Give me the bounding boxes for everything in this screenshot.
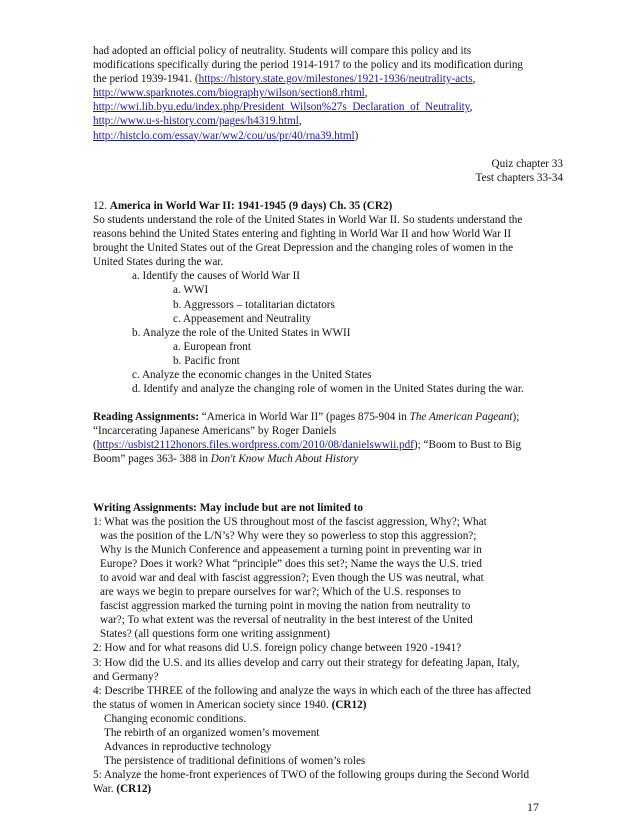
quiz-label: Quiz chapter 33 bbox=[491, 157, 563, 170]
outline-subitem: c. Appeasement and Neutrality bbox=[173, 312, 311, 325]
page-content bbox=[93, 44, 563, 797]
question-line: Europe? Does it work? What “principle” does this set?; Name the ways the U.S. tried bbox=[100, 557, 482, 570]
intro-line bbox=[93, 86, 563, 100]
outline-item: b. Analyze the role of the United States in WWII bbox=[132, 326, 351, 339]
book-title: Don't Know Much About History bbox=[210, 453, 359, 466]
intro-line bbox=[93, 100, 563, 114]
spacer bbox=[93, 487, 563, 501]
link-daniels-pdf[interactable]: https://usbist2112honors.files.wordpress.com/2010/08/danielswwii.pdf bbox=[96, 439, 414, 452]
page-number: 17 bbox=[527, 800, 539, 814]
punctuation: ) bbox=[354, 129, 359, 142]
list-item: The persistence of traditional definitions of women’s roles bbox=[104, 755, 366, 768]
outline-item: d. Identify and analyze the changing role of women in the United States during the war. bbox=[132, 383, 524, 396]
reading-text: “America in World War II” (pages 875-904 in bbox=[199, 411, 410, 424]
question-line: 4: Describe THREE of the following and analyze the ways in which each of the three has affected bbox=[93, 684, 531, 697]
writing-heading bbox=[93, 501, 563, 515]
intro-line: modifications specifically during the period 1914-1917 to the policy and its modification during bbox=[93, 59, 524, 72]
intro-line: had adopted an official policy of neutrality. Students will compare this policy and its bbox=[93, 45, 472, 57]
unit-desc-line: So students understand the role of the United States in World War II. So students understand the bbox=[93, 213, 523, 226]
question-line bbox=[93, 782, 563, 796]
outline-item: a. Identify the causes of World War II bbox=[132, 270, 301, 283]
punctuation: , bbox=[469, 101, 473, 114]
question-line: are ways we begin to prepare ourselves for war?; Which of the U.S. responses to bbox=[100, 586, 461, 599]
unit-desc-line: reasons behind the United States entering and fighting in World War II and how World War II bbox=[93, 228, 512, 241]
question-line: States? (all questions form one writing assignment) bbox=[100, 628, 330, 641]
question-line: and Germany? bbox=[93, 670, 159, 683]
unit-section bbox=[93, 199, 563, 396]
punctuation: , bbox=[472, 73, 476, 86]
cr-tag: (CR12) bbox=[116, 783, 152, 796]
unit-heading bbox=[93, 199, 563, 213]
punctuation: , bbox=[364, 87, 368, 100]
question-line: fascist aggression marked the turning point in moving the nation from neutrality to bbox=[100, 600, 471, 613]
intro-line bbox=[93, 129, 563, 143]
question-line: 3: How did the U.S. and its allies develop and carry out their strategy for defeating Japan, Italy, bbox=[93, 656, 520, 669]
reading-assignments bbox=[93, 410, 563, 466]
link-neutrality-acts[interactable]: https://history.state.gov/milestones/1921-1936/neutrality-acts bbox=[198, 73, 473, 86]
question-line: war?; To what extent was the reversal of neutrality in the best interest of the United bbox=[100, 614, 473, 627]
intro-text: the period 1939-1941. ( bbox=[93, 73, 199, 86]
punctuation: , bbox=[298, 115, 302, 128]
list-item: Advances in reproductive technology bbox=[104, 741, 272, 754]
reading-text: ); bbox=[512, 411, 520, 424]
spacer bbox=[93, 185, 563, 199]
link-us-history[interactable]: http://www.u-s-history.com/pages/h4319.html bbox=[93, 115, 299, 128]
unit-title: America in World War II: 1941-1945 (9 days) Ch. 35 (CR2) bbox=[109, 199, 393, 212]
list-item: Changing economic conditions. bbox=[104, 712, 246, 725]
outline-subitem: b. Pacific front bbox=[173, 354, 240, 367]
question-text: the status of women in American society since 1940. bbox=[93, 698, 332, 711]
question-line: to avoid war and deal with fascist aggression?; Even though the US was neutral, what bbox=[100, 572, 484, 584]
reading-text: Boom” pages 363- 388 in bbox=[93, 453, 211, 466]
reading-line bbox=[93, 410, 563, 424]
question-line: Why is the Munich Conference and appeasement a turning point in preventing war in bbox=[100, 543, 482, 556]
question-line: was the position of the L/N’s? Why were they so powerless to stop this aggression?; bbox=[100, 529, 477, 542]
question-text: War. bbox=[93, 783, 117, 796]
unit-desc-line: brought the United States out of the Great Depression and the changing roles of women in the bbox=[93, 242, 514, 255]
link-byu-wilson-declaration[interactable]: http://wwi.lib.byu.edu/index.php/President_Wilson%27s_Declaration_of_Neutrality bbox=[93, 101, 470, 114]
reading-text: ); “Boom to Bust to Big bbox=[413, 439, 522, 452]
punctuation: ( bbox=[93, 439, 97, 452]
spacer bbox=[93, 143, 563, 157]
outline-subitem: a. WWI bbox=[173, 284, 209, 297]
reading-line bbox=[93, 438, 563, 452]
unit-desc-line: United States during the war. bbox=[93, 256, 224, 269]
unit-number: 12. bbox=[93, 199, 110, 212]
book-title: The American Pageant bbox=[409, 411, 513, 424]
reading-line bbox=[93, 452, 563, 466]
writing-assignments bbox=[93, 501, 563, 797]
question-line: 5: Analyze the home-front experiences of TWO of the following groups during the Second World bbox=[93, 769, 530, 782]
intro-paragraph bbox=[93, 44, 563, 143]
spacer bbox=[93, 467, 563, 487]
cr-tag: (CR12) bbox=[331, 698, 367, 711]
list-item: The rebirth of an organized women’s movement bbox=[104, 727, 320, 740]
outline-subitem: b. Aggressors – totalitarian dictators bbox=[173, 298, 335, 311]
reading-label: Reading Assignments: bbox=[93, 411, 199, 424]
outline-subitem: a. European front bbox=[173, 340, 251, 353]
spacer bbox=[93, 396, 563, 410]
link-histclo[interactable]: http://histclo.com/essay/war/ww2/cou/us/pr/40/rna39.html bbox=[93, 129, 355, 142]
link-sparknotes-wilson[interactable]: http://www.sparknotes.com/biography/wilson/section8.rhtml bbox=[93, 87, 365, 100]
question-line: 2: How and for what reasons did U.S. foreign policy change between 1920 -1941? bbox=[93, 642, 462, 655]
reading-line: “Incarcerating Japanese Americans” by Roger Daniels bbox=[93, 425, 337, 438]
intro-line bbox=[93, 114, 563, 128]
intro-line bbox=[93, 72, 563, 86]
writing-heading-text: Writing Assignments: May include but are not limited to bbox=[93, 501, 363, 514]
question-line: 1: What was the position the US throughout most of the fascist aggression, Why?; What bbox=[93, 515, 487, 528]
test-label: Test chapters 33-34 bbox=[475, 171, 563, 184]
question-line bbox=[93, 698, 563, 712]
outline-item: c. Analyze the economic changes in the United States bbox=[132, 368, 372, 381]
